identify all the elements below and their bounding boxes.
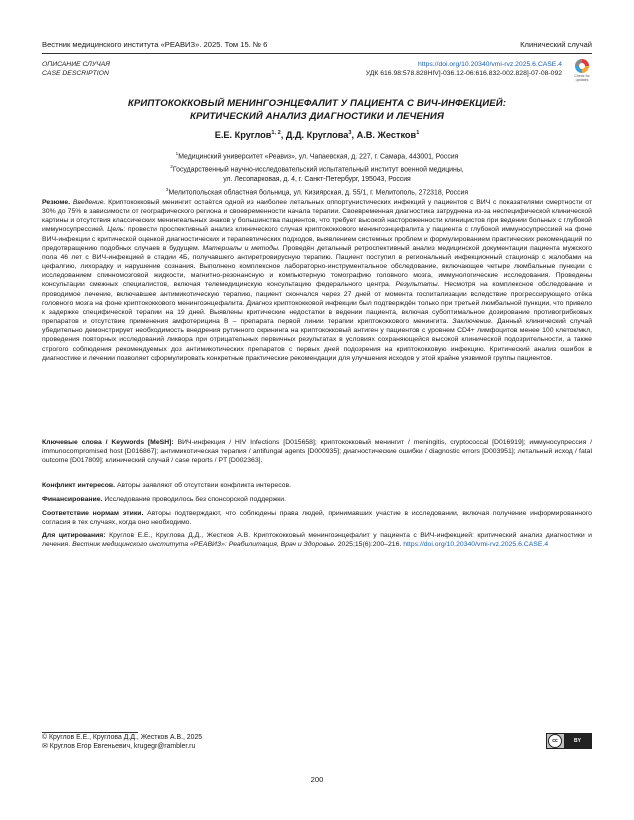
crossmark-icon — [575, 59, 589, 73]
cc-by-license-badge[interactable] — [546, 733, 592, 749]
creative-commons-icon: cc — [548, 734, 562, 748]
ethics-text: Авторы подтверждают, что соблюдены права людей, принимавших участие в исследовании, включая получение информированного согласия в тех случаях, когда оно необходимо. — [42, 510, 592, 527]
funding-label: Финансирование. — [42, 496, 103, 503]
affiliation-continued: ул. Лесопарковая, д. 4, г. Санкт-Петербург, 195043, Россия — [223, 176, 411, 183]
conflict-text: Авторы заявляют об отсутствии конфликта интересов. — [116, 482, 292, 489]
doi-link[interactable]: https://doi.org/10.20340/vmi-rvz.2025.6.CASE.4 — [418, 61, 562, 68]
doi-udc-block — [366, 61, 562, 79]
affiliation: $^1$Медицинский университет «Реавиз», ул. Чапаевская, д. 227, г. Самара, 443001, Россия — [175, 151, 459, 161]
author: А.В. Жестков$^1$ — [356, 130, 420, 141]
article-title — [60, 98, 574, 123]
conflict-label: Конфликт интересов. — [42, 482, 116, 489]
conflict-of-interest — [42, 481, 592, 490]
results-text: Несмотря на комплексное обследование и проводимое лечение, включавшее антимикотическую терапию, пациент скончался через 27 дней от момента госпитализации вследствие прогрессирующего отёка головного мозга на фоне криптококкового менингоэнцефалита. Диагноз криптококковой инфекции был подтверждён только при третьей люмбальной пункции, что привело к задержке специфической терапии на 19 дней. Выявлены критические недостатки в ведении пациента, включая субоптимальное дозирование противогрибковых препаратов и отсутствие применения амфотерицина В – препарата первой линии терапии криптококкового менингита. — [42, 281, 592, 326]
contact-line — [42, 742, 202, 751]
methods-label: Материалы и методы. — [202, 244, 280, 252]
citation-label: Для цитирования: — [42, 532, 106, 539]
affiliations — [60, 149, 574, 198]
author: Д.Д. Круглова$^3$, — [285, 130, 357, 141]
journal-issue: Вестник медицинского института «РЕАВИЗ». 2025. Том 15. № 6 — [42, 39, 268, 49]
intro-text: Криптококковый менингит остаётся одной из наиболее летальных оппортунистических инфекций у пациентов с ВИЧ с показателями смертности от 30% до 75% в зависимости от географического региона и своевременности начала терапии. Своевременная диагностика затруднена из-за неспецифической клинической картины и отсутствия классических менингеальных знаков у большинства пациентов, что требует высокой настороженности клиницистов при ведении больных с глубокой иммуносупрессией. — [42, 199, 593, 234]
keywords-text: ВИЧ-инфекция / HIV Infections [D015658]; криптококковый менингит / meningitis, cryptococcal [D016919]; иммуносупрессия / immunocompromised host [D016867]; антимикотическая терапия / antifungal agents [D000935]; диагностические ошибки / diagnostic errors [D003951]; летальный исход / fatal outcome [D017809]; клинический случай / case reports / PT [D002363]. — [42, 439, 593, 465]
keywords-label: Ключевые слова / Keywords [MeSH]: — [42, 439, 174, 446]
abstract — [42, 198, 592, 363]
ethics — [42, 509, 592, 527]
goal-label: Цель: — [107, 226, 126, 234]
by-icon: BY — [564, 734, 591, 748]
methods-text: Проведён детальный ретроспективный анализ медицинской документации пациента мужского пола 46 лет с ВИЧ-инфекцией в стадии 4Б, получавшего антиретровирусную терапию. Пациент поступил в региональный инфекционный стационар с жалобами на цефалгию, лихорадку и нарушение сознания. Выполнено комплексное лабораторно-инструментальное обследование, включающее четыре люмбальные пункции с исследованием спинномозговой жидкости, магнитно-резонансную и компьютерную томографию головного мозга, иммунологические исследования. Проведены консультации смежных специалистов, включая телемедицинскую консультацию федерального центра. — [42, 244, 593, 289]
citation-doi-link[interactable]: https://doi.org/10.20340/vmi-rvz.2025.6.CASE.4 — [403, 541, 549, 549]
citation-details: 2025;15(6):200–216. — [337, 541, 402, 549]
udc-code: УДК 616.98:578.828HIV]-036.12-06:616.832-002.828]-07-08-092 — [365, 69, 562, 77]
funding — [42, 495, 592, 504]
keywords — [42, 438, 592, 465]
copyright: © Круглов Е.Е., Круглова Д.Д., Жестков А.В., 2025 — [42, 734, 203, 741]
case-type-ru: ОПИСАНИЕ СЛУЧАЯ — [42, 61, 110, 68]
check-for-updates-badge[interactable] — [571, 59, 593, 83]
header-rule — [42, 53, 592, 54]
citation-text: Круглов Е.Е., Круглова Д.Д., Жестков А.В. Криптококковый менингоэнцефалит у пациента с ВИЧ-инфекцией: критический анализ диагностики и лечения. — [42, 532, 592, 549]
abstract-label: Резюме. — [42, 199, 71, 206]
goal-text: провести проспективный анализ клинического случая криптококкового менингоэнцефалита у пациента с глубокой иммуносупрессией на фоне ВИЧ-инфекции с критической оценкой диагностических и терапевтических подходов, выявлением системных проблем и формулированием практических рекомендаций по предотвращению подобных случаев в будущем. — [42, 226, 592, 252]
funding-text: Исследование проводилось без спонсорской поддержки. — [104, 496, 287, 503]
page-number: 200 — [310, 775, 324, 784]
citation-journal: Вестник медицинского института «РЕАВИЗ»: Реабилитация, Врач и Здоровье. — [72, 541, 336, 549]
author: Е.Е. Круглов$^{1, 2}$, — [214, 130, 286, 141]
envelope-icon: ✉ — [42, 743, 48, 751]
footnote — [42, 733, 202, 752]
results-label: Результаты. — [395, 281, 440, 289]
authors-line — [60, 130, 574, 140]
conclusion-text: Данный клинический случай убедительно демонстрирует необходимость внедрения рутинного скрининга на криптококковый антиген у пациентов с уровнем CD4+ лимфоцитов менее 100 клеток/мкл, проведения повторных исследований ликвора при отрицательных первичных результатах в условиях сохраняющейся высокой клинической подозрительности, а также строгого соблюдения рекомендуемых доз антимикотических препаратов с первых дней подозрения на криптококковую инфекцию. Критический анализ ошибок в диагностике и лечении позволяет сформулировать конкретные практические рекомендации для улучшения исходов у этой крайне уязвимой группы пациентов. — [42, 318, 593, 362]
affiliation: $^3$Мелитопольская областная больница, ул. Кизиярская, д. 55/1, г. Мелитополь, 272318, Россия — [165, 186, 469, 196]
updates-label: Check for updates — [574, 74, 590, 82]
title-line-2: КРИТИЧЕСКИЙ АНАЛИЗ ДИАГНОСТИКИ И ЛЕЧЕНИЯ — [189, 110, 445, 122]
ethics-label: Соответствие нормам этики. — [42, 510, 144, 517]
title-line-1: КРИПТОКОККОВЫЙ МЕНИНГОЭНЦЕФАЛИТ У ПАЦИЕНТА С ВИЧ-ИНФЕКЦИЕЙ: — [127, 98, 507, 109]
citation — [42, 531, 592, 549]
conclusion-label: Заключение. — [452, 318, 493, 326]
case-type-en: CASE DESCRIPTION — [42, 69, 109, 77]
affiliation: $^2$Государственный научно-исследовательский испытательный институт военной медицины, — [170, 164, 464, 174]
section-name: Клинический случай — [520, 39, 592, 49]
running-header — [42, 37, 592, 51]
intro-label: Введение. — [72, 199, 106, 206]
case-type-block — [42, 61, 110, 79]
contact-text: Круглов Егор Евгеньевич, krugegr@rambler.ru — [49, 743, 196, 751]
